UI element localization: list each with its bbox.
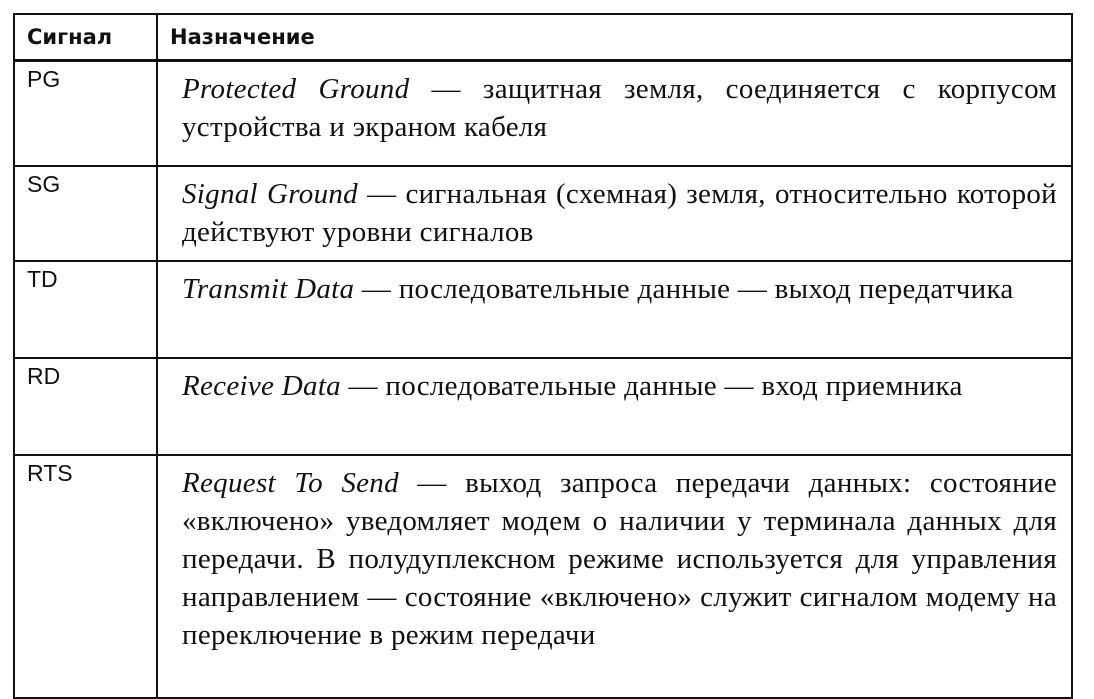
- signal-table: [13, 13, 1073, 699]
- signal-term: Signal Ground: [182, 178, 358, 210]
- table-row: [14, 61, 1072, 167]
- signal-description: [157, 261, 1072, 358]
- table-header-row: [14, 14, 1072, 61]
- signal-text: — последовательные данные — выход передатчика: [361, 273, 1014, 305]
- signal-code: RTS: [14, 455, 157, 698]
- signal-description: [157, 358, 1072, 455]
- table-row: [14, 261, 1072, 358]
- signal-text: — сигнальная (схемная) земля, относительно которой действуют уровни сигналов: [182, 178, 1057, 248]
- table-row: [14, 166, 1072, 261]
- table-row: [14, 455, 1072, 698]
- signal-text: — последовательные данные — вход приемника: [348, 370, 963, 402]
- signal-text: — защитная земля, соединяется с корпусом устройства и экраном кабеля: [182, 73, 1057, 143]
- table-row: [14, 358, 1072, 455]
- signal-term: Receive Data: [182, 370, 341, 402]
- header-signal: Сигнал: [14, 14, 157, 61]
- signal-description: [157, 166, 1072, 261]
- signal-table-container: [13, 13, 1073, 699]
- signal-description: [157, 61, 1072, 167]
- signal-description: [157, 455, 1072, 698]
- signal-term: Protected Ground: [182, 73, 410, 105]
- signal-code: SG: [14, 166, 157, 261]
- header-purpose: Назначение: [157, 14, 1072, 61]
- signal-code: PG: [14, 61, 157, 167]
- signal-code: RD: [14, 358, 157, 455]
- signal-text: — выход запроса передачи данных: состояние «включено» уведомляет модем о наличии у терминала данных для передачи. В полудуплексном режиме используется для управления направлением — состояние «включено» служит сигналом модему на переключение в режим передачи: [182, 467, 1057, 651]
- signal-term: Transmit Data: [182, 273, 355, 305]
- signal-code: TD: [14, 261, 157, 358]
- signal-term: Request To Send: [182, 467, 399, 499]
